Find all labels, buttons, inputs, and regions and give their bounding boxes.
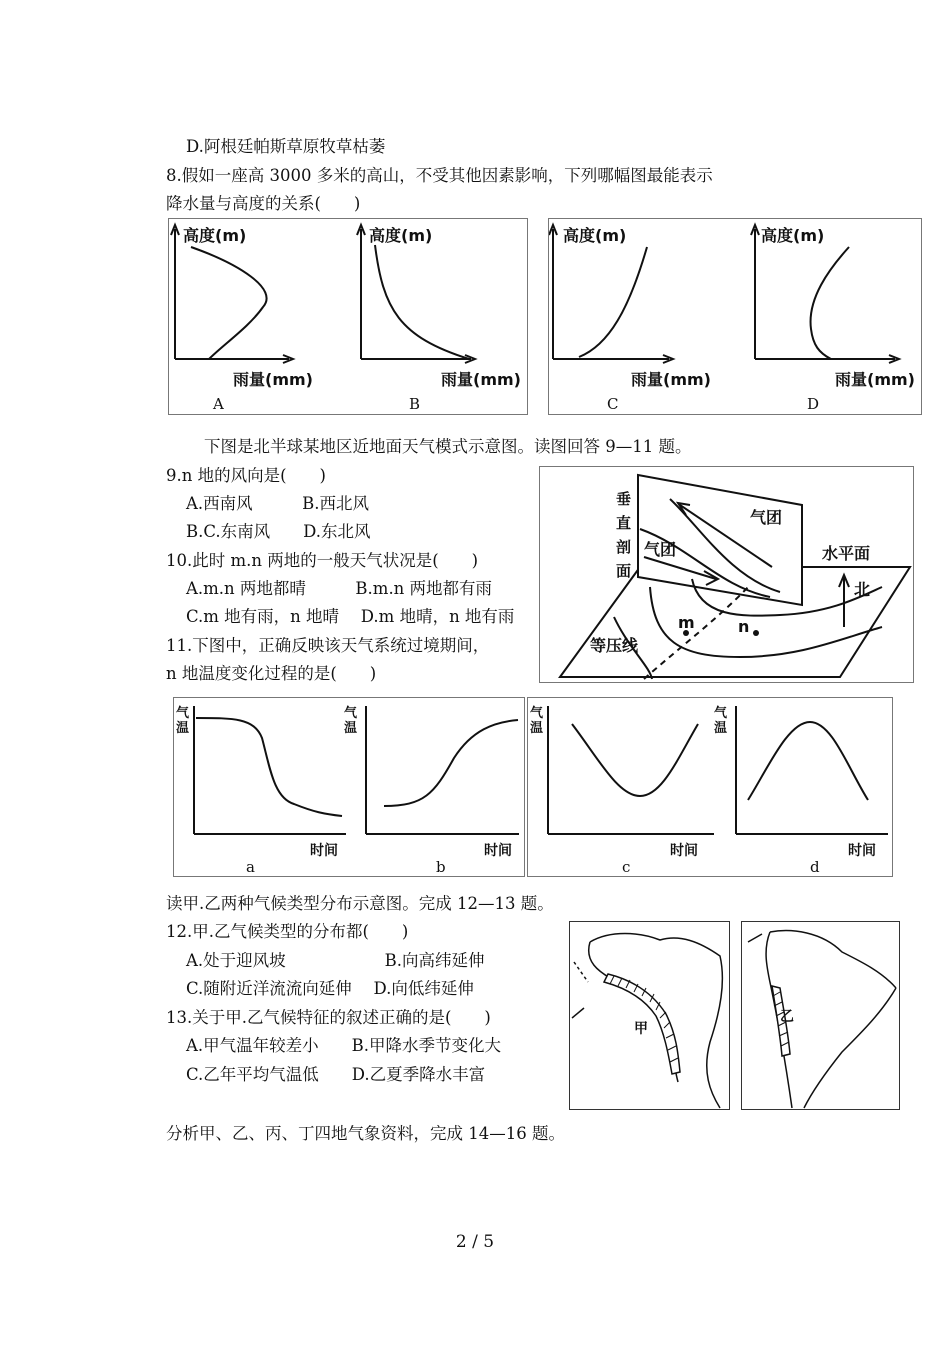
q11-figure-right — [527, 697, 893, 877]
question-12: 12.甲.乙气候类型的分布都( ) — [166, 922, 409, 941]
q8-caption-b: B — [409, 395, 421, 413]
question-9-options-ab: A.西南风 B.西北风 — [186, 494, 370, 513]
horizontal-plane-label: 水平面 — [822, 544, 871, 563]
q11c-ylabel: 气温 — [530, 706, 544, 736]
q8d-xlabel: 雨量(mm) — [835, 370, 915, 389]
question-11-line1: 11.下图中，正确反映该天气系统过境期间， — [166, 636, 490, 655]
map-label-jia: 甲 — [634, 1021, 648, 1037]
q11c-xlabel: 时间 — [670, 843, 698, 859]
intro-q12-13: 读甲.乙两种气候类型分布示意图。完成 12—13 题。 — [166, 894, 554, 913]
question-13-options-ab: A.甲气温年较差小 B.甲降水季节变化大 — [186, 1036, 502, 1055]
weather-system-figure — [539, 466, 914, 683]
isobar-label: 等压线 — [590, 636, 639, 655]
map-yi-drawing — [742, 922, 899, 1109]
q8a-xlabel: 雨量(mm) — [233, 370, 313, 389]
q8c-ylabel: 高度(m) — [563, 226, 627, 245]
question-9: 9.n 地的风向是( ) — [166, 466, 326, 485]
question-13: 13.关于甲.乙气候特征的叙述正确的是( ) — [166, 1008, 491, 1027]
q11-charts-cd — [528, 698, 892, 876]
q8b-ylabel: 高度(m) — [369, 226, 433, 245]
map-yi — [741, 921, 900, 1110]
question-8-line1: 8.假如一座高 3000 多米的高山，不受其他因素影响，下列哪幅图最能表示 — [166, 166, 713, 185]
q8-caption-a: A — [213, 395, 224, 413]
q8a-ylabel: 高度(m) — [183, 226, 247, 245]
q8d-ylabel: 高度(m) — [761, 226, 825, 245]
intro-q9-11: 下图是北半球某地区近地面天气模式示意图。读图回答 9—11 题。 — [204, 437, 692, 456]
q11-caption-a: a — [246, 858, 255, 876]
map-jia — [569, 921, 730, 1110]
map-jia-drawing — [570, 922, 729, 1109]
question-10-options-cd: C.m 地有雨，n 地晴 D.m 地晴，n 地有雨 — [186, 607, 515, 626]
question-12-options-cd: C.随附近洋流流向延伸 D.向低纬延伸 — [186, 979, 474, 998]
q11a-ylabel: 气温 — [176, 706, 190, 736]
q11-caption-c: c — [622, 858, 631, 876]
q8-figure-left — [168, 218, 528, 415]
q8-figure-right — [548, 218, 922, 415]
q11d-xlabel: 时间 — [848, 843, 876, 859]
point-n-label: n — [738, 617, 750, 636]
q11-caption-d: d — [810, 858, 820, 876]
question-10-options-ab: A.m.n 两地都晴 B.m.n 两地都有雨 — [186, 579, 493, 598]
question-10: 10.此时 m.n 两地的一般天气状况是( ) — [166, 551, 479, 570]
question-9-options-cd: B.C.东南风 D.东北风 — [186, 522, 371, 541]
intro-q14-16: 分析甲、乙、丙、丁四地气象资料，完成 14—16 题。 — [166, 1124, 565, 1143]
vertical-section-label: 垂直剖面 — [616, 490, 632, 580]
q11-figure-left — [173, 697, 525, 877]
page-number: 2 / 5 — [455, 1232, 495, 1252]
q8-caption-d: D — [807, 395, 820, 413]
north-label: 北 — [854, 580, 871, 599]
q11a-xlabel: 时间 — [310, 843, 338, 859]
point-m-label: m — [678, 613, 695, 632]
question-12-options-ab: A.处于迎风坡 B.向高纬延伸 — [186, 951, 485, 970]
q8c-xlabel: 雨量(mm) — [631, 370, 711, 389]
q11d-ylabel: 气温 — [714, 706, 728, 736]
q8-caption-c: C — [607, 395, 619, 413]
q11b-ylabel: 气温 — [344, 706, 358, 736]
q11b-xlabel: 时间 — [484, 843, 512, 859]
question-8-line2: 降水量与高度的关系( ) — [166, 194, 361, 213]
map-label-yi: 乙 — [780, 1009, 794, 1025]
air-mass-label-1: 气团 — [750, 508, 783, 527]
question-11-line2: n 地温度变化过程的是( ) — [166, 664, 377, 683]
question-13-options-cd: C.乙年平均气温低 D.乙夏季降水丰富 — [186, 1065, 486, 1084]
air-mass-label-2: 气团 — [644, 540, 677, 559]
option-d-q7: D.阿根廷帕斯草原牧草枯萎 — [186, 137, 386, 156]
q11-caption-b: b — [436, 858, 446, 876]
q8b-xlabel: 雨量(mm) — [441, 370, 521, 389]
